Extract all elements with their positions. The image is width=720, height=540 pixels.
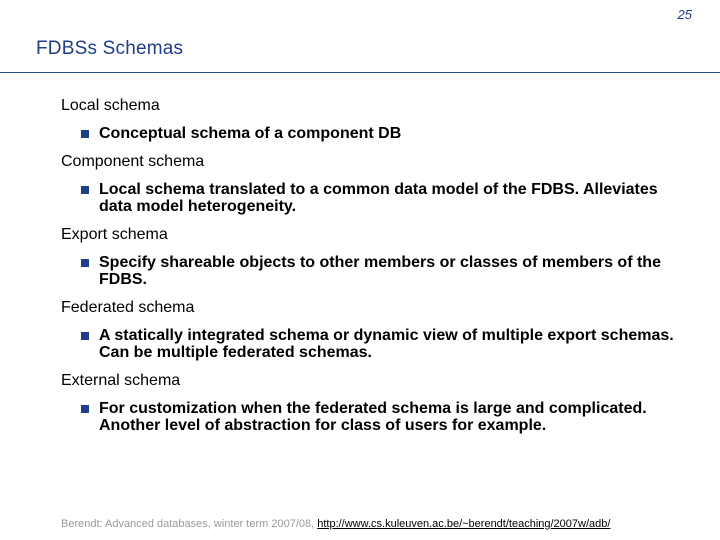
footer-text: Berendt: Advanced databases, winter term 2007/08,	[61, 518, 318, 530]
description-text: Local schema translated to a common data model of the FDBS. Alleviates data model heterogeneity.	[99, 181, 658, 215]
footer-course-link[interactable]: http://www.cs.kuleuven.ac.be/~berendt/teaching/2007w/adb/	[317, 518, 611, 530]
description-text: Specify shareable objects to other members or classes of members of the FDBS.	[99, 254, 661, 288]
square-bullet-icon	[81, 332, 89, 340]
square-bullet-icon	[81, 130, 89, 138]
square-bullet-icon	[81, 259, 89, 267]
term-component-schema: Component schema	[61, 153, 205, 170]
description-item	[81, 181, 691, 215]
content-body	[61, 96, 691, 444]
title-divider	[0, 72, 720, 73]
description-item	[81, 400, 691, 434]
term-local-schema: Local schema	[61, 97, 160, 114]
description-item	[81, 327, 691, 361]
page-number: 25	[677, 7, 692, 22]
term-federated-schema: Federated schema	[61, 299, 195, 316]
term-external-schema: External schema	[61, 372, 181, 389]
description-text: For customization when the federated schema is large and complicated. Another level of abstraction for class of users for example.	[99, 400, 647, 434]
description-item	[81, 125, 691, 142]
square-bullet-icon	[81, 405, 89, 413]
description-text: A statically integrated schema or dynamic view of multiple export schemas. Can be multiple federated schemas.	[99, 327, 674, 361]
term-export-schema: Export schema	[61, 226, 168, 243]
slide-title: FDBSs Schemas	[36, 38, 184, 59]
square-bullet-icon	[81, 186, 89, 194]
description-text: Conceptual schema of a component DB	[99, 125, 402, 142]
footer	[61, 518, 610, 530]
description-item	[81, 254, 691, 288]
